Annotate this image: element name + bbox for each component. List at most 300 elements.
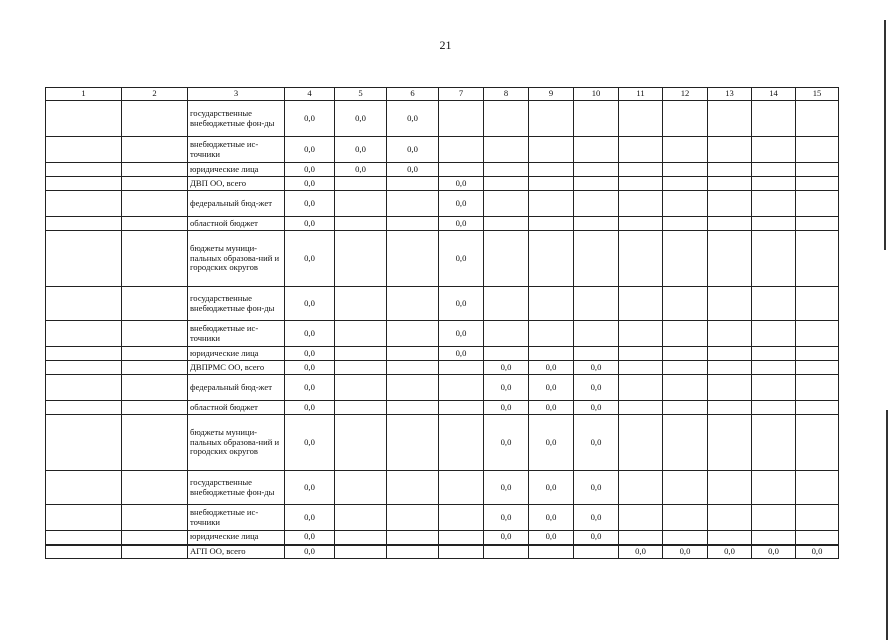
value-cell (708, 361, 752, 375)
value-cell (752, 531, 796, 545)
column-header-4: 4 (285, 88, 335, 101)
value-cell (752, 137, 796, 163)
value-cell: 0,0 (529, 505, 574, 531)
value-cell (796, 163, 839, 177)
value-cell (574, 101, 619, 137)
table-row (46, 163, 839, 177)
table-row (46, 415, 839, 471)
value-cell (335, 401, 387, 415)
value-cell: 0,0 (439, 217, 484, 231)
table-row (46, 401, 839, 415)
value-cell (387, 191, 439, 217)
value-cell: 0,0 (285, 545, 335, 559)
value-cell (796, 177, 839, 191)
value-cell: 0,0 (387, 163, 439, 177)
value-cell (335, 545, 387, 559)
value-cell: 0,0 (529, 401, 574, 415)
value-cell (752, 401, 796, 415)
value-cell: 0,0 (574, 375, 619, 401)
value-cell (796, 287, 839, 321)
value-cell (335, 191, 387, 217)
column-header-10: 10 (574, 88, 619, 101)
value-cell (439, 101, 484, 137)
value-cell (574, 347, 619, 361)
value-cell: 0,0 (574, 505, 619, 531)
value-cell (46, 101, 122, 137)
value-cell (335, 231, 387, 287)
value-cell (796, 101, 839, 137)
value-cell (708, 401, 752, 415)
column-header-8: 8 (484, 88, 529, 101)
value-cell (574, 191, 619, 217)
value-cell (46, 347, 122, 361)
value-cell: 0,0 (285, 191, 335, 217)
value-cell (708, 137, 752, 163)
value-cell: 0,0 (335, 137, 387, 163)
value-cell (708, 321, 752, 347)
value-cell (752, 191, 796, 217)
value-cell: 0,0 (285, 415, 335, 471)
value-cell (122, 505, 188, 531)
value-cell (663, 361, 708, 375)
value-cell (484, 287, 529, 321)
value-cell (574, 321, 619, 347)
column-header-14: 14 (752, 88, 796, 101)
header-row (46, 88, 839, 101)
table-row (46, 137, 839, 163)
column-header-5: 5 (335, 88, 387, 101)
value-cell (663, 347, 708, 361)
value-cell (335, 375, 387, 401)
value-cell (387, 401, 439, 415)
value-cell (484, 321, 529, 347)
value-cell: 0,0 (285, 217, 335, 231)
value-cell (752, 217, 796, 231)
value-cell (484, 347, 529, 361)
row-label-cell: государственные внебюджетные фон-ды (188, 471, 285, 505)
value-cell (122, 545, 188, 559)
column-header-11: 11 (619, 88, 663, 101)
value-cell (752, 163, 796, 177)
value-cell: 0,0 (484, 401, 529, 415)
value-cell: 0,0 (335, 163, 387, 177)
value-cell (439, 401, 484, 415)
value-cell (484, 101, 529, 137)
value-cell (796, 401, 839, 415)
value-cell (796, 361, 839, 375)
value-cell (619, 137, 663, 163)
value-cell (796, 321, 839, 347)
value-cell (439, 531, 484, 545)
row-label-cell: областной бюджет (188, 401, 285, 415)
row-label-cell: юридические лица (188, 531, 285, 545)
value-cell (752, 471, 796, 505)
value-cell (122, 415, 188, 471)
value-cell (796, 217, 839, 231)
value-cell (387, 177, 439, 191)
value-cell (46, 137, 122, 163)
value-cell: 0,0 (439, 231, 484, 287)
value-cell (529, 101, 574, 137)
value-cell (387, 321, 439, 347)
value-cell (387, 505, 439, 531)
value-cell: 0,0 (285, 287, 335, 321)
value-cell (796, 375, 839, 401)
value-cell: 0,0 (529, 471, 574, 505)
row-label-cell: ДВПРМС ОО, всего (188, 361, 285, 375)
row-label-cell: внебюджетные ис-точники (188, 505, 285, 531)
value-cell (619, 101, 663, 137)
table-row (46, 191, 839, 217)
value-cell (796, 231, 839, 287)
value-cell: 0,0 (708, 545, 752, 559)
value-cell (122, 321, 188, 347)
value-cell (387, 217, 439, 231)
value-cell (387, 375, 439, 401)
value-cell: 0,0 (387, 137, 439, 163)
column-header-15: 15 (796, 88, 839, 101)
value-cell (708, 375, 752, 401)
value-cell (663, 415, 708, 471)
column-header-9: 9 (529, 88, 574, 101)
value-cell (529, 545, 574, 559)
value-cell: 0,0 (285, 375, 335, 401)
value-cell (796, 137, 839, 163)
value-cell (122, 137, 188, 163)
value-cell (708, 217, 752, 231)
value-cell (387, 545, 439, 559)
value-cell (529, 217, 574, 231)
value-cell (752, 375, 796, 401)
value-cell (663, 217, 708, 231)
value-cell (663, 137, 708, 163)
value-cell (387, 361, 439, 375)
value-cell (122, 471, 188, 505)
table-row (46, 375, 839, 401)
value-cell (529, 231, 574, 287)
value-cell (46, 321, 122, 347)
row-label-cell: юридические лица (188, 347, 285, 361)
value-cell (574, 137, 619, 163)
value-cell (529, 191, 574, 217)
value-cell: 0,0 (439, 321, 484, 347)
value-cell (122, 375, 188, 401)
value-cell (387, 287, 439, 321)
value-cell: 0,0 (574, 415, 619, 471)
value-cell (122, 177, 188, 191)
table-row (46, 177, 839, 191)
value-cell (484, 137, 529, 163)
value-cell: 0,0 (285, 505, 335, 531)
value-cell (708, 287, 752, 321)
value-cell (796, 191, 839, 217)
row-label-cell: бюджеты муници-пальных образова-ний и городских округов (188, 415, 285, 471)
value-cell (574, 177, 619, 191)
row-label-cell: внебюджетные ис-точники (188, 321, 285, 347)
value-cell: 0,0 (285, 401, 335, 415)
value-cell: 0,0 (439, 191, 484, 217)
row-label-cell: внебюджетные ис-точники (188, 137, 285, 163)
value-cell (708, 347, 752, 361)
value-cell (484, 177, 529, 191)
table-row (46, 101, 839, 137)
value-cell (529, 347, 574, 361)
value-cell (619, 191, 663, 217)
value-cell (752, 101, 796, 137)
value-cell (796, 347, 839, 361)
value-cell (122, 217, 188, 231)
value-cell (335, 505, 387, 531)
value-cell (574, 231, 619, 287)
row-label-cell: государственные внебюджетные фон-ды (188, 287, 285, 321)
value-cell (439, 361, 484, 375)
value-cell: 0,0 (752, 545, 796, 559)
value-cell: 0,0 (529, 531, 574, 545)
value-cell: 0,0 (285, 471, 335, 505)
column-header-3: 3 (188, 88, 285, 101)
value-cell (46, 361, 122, 375)
value-cell: 0,0 (484, 361, 529, 375)
value-cell (335, 217, 387, 231)
value-cell (46, 471, 122, 505)
value-cell (619, 361, 663, 375)
value-cell (529, 177, 574, 191)
value-cell (484, 545, 529, 559)
value-cell (708, 163, 752, 177)
column-header-13: 13 (708, 88, 752, 101)
value-cell (335, 321, 387, 347)
value-cell (619, 347, 663, 361)
table-row (46, 321, 839, 347)
value-cell (46, 401, 122, 415)
row-label-cell: областной бюджет (188, 217, 285, 231)
value-cell (619, 471, 663, 505)
value-cell (796, 531, 839, 545)
value-cell (663, 471, 708, 505)
value-cell (708, 191, 752, 217)
value-cell: 0,0 (574, 401, 619, 415)
table-row (46, 231, 839, 287)
value-cell (122, 101, 188, 137)
value-cell (752, 231, 796, 287)
table-row (46, 471, 839, 505)
value-cell (46, 375, 122, 401)
value-cell (796, 471, 839, 505)
scan-edge-mark (884, 20, 886, 250)
value-cell (46, 287, 122, 321)
value-cell: 0,0 (484, 531, 529, 545)
value-cell (484, 231, 529, 287)
value-cell (122, 231, 188, 287)
value-cell (335, 287, 387, 321)
value-cell (752, 415, 796, 471)
value-cell (752, 361, 796, 375)
value-cell (663, 321, 708, 347)
value-cell: 0,0 (285, 137, 335, 163)
value-cell (387, 415, 439, 471)
row-label-cell: государственные внебюджетные фон-ды (188, 101, 285, 137)
value-cell (439, 137, 484, 163)
value-cell (46, 415, 122, 471)
table-body (46, 101, 839, 559)
value-cell (708, 505, 752, 531)
value-cell: 0,0 (439, 177, 484, 191)
value-cell (619, 287, 663, 321)
value-cell: 0,0 (335, 101, 387, 137)
value-cell (122, 287, 188, 321)
value-cell (484, 191, 529, 217)
value-cell: 0,0 (439, 287, 484, 321)
value-cell (484, 163, 529, 177)
value-cell (439, 163, 484, 177)
value-cell (387, 231, 439, 287)
value-cell (619, 415, 663, 471)
value-cell: 0,0 (285, 531, 335, 545)
value-cell: 0,0 (285, 321, 335, 347)
value-cell (529, 137, 574, 163)
value-cell (46, 505, 122, 531)
value-cell (335, 361, 387, 375)
column-header-12: 12 (663, 88, 708, 101)
value-cell: 0,0 (285, 177, 335, 191)
value-cell (708, 177, 752, 191)
value-cell: 0,0 (285, 231, 335, 287)
value-cell (122, 401, 188, 415)
value-cell: 0,0 (285, 101, 335, 137)
value-cell (619, 375, 663, 401)
page-number: 21 (439, 38, 452, 52)
value-cell (663, 191, 708, 217)
value-cell (574, 163, 619, 177)
column-header-7: 7 (439, 88, 484, 101)
value-cell: 0,0 (484, 471, 529, 505)
value-cell (46, 163, 122, 177)
value-cell: 0,0 (387, 101, 439, 137)
value-cell: 0,0 (529, 375, 574, 401)
value-cell (663, 531, 708, 545)
value-cell (529, 321, 574, 347)
value-cell (439, 471, 484, 505)
value-cell (122, 347, 188, 361)
value-cell (619, 231, 663, 287)
value-cell: 0,0 (663, 545, 708, 559)
value-cell (752, 287, 796, 321)
value-cell: 0,0 (285, 361, 335, 375)
value-cell: 0,0 (285, 163, 335, 177)
value-cell (619, 505, 663, 531)
value-cell (529, 163, 574, 177)
value-cell (663, 401, 708, 415)
table-row (46, 287, 839, 321)
value-cell (122, 163, 188, 177)
value-cell: 0,0 (529, 361, 574, 375)
row-label-cell: юридические лица (188, 163, 285, 177)
value-cell (46, 545, 122, 559)
value-cell (619, 321, 663, 347)
value-cell (752, 347, 796, 361)
value-cell (122, 361, 188, 375)
value-cell (335, 471, 387, 505)
value-cell (335, 347, 387, 361)
value-cell (387, 471, 439, 505)
value-cell (387, 531, 439, 545)
value-cell (752, 505, 796, 531)
value-cell (752, 321, 796, 347)
row-label-cell: федеральный бюд-жет (188, 375, 285, 401)
value-cell (663, 101, 708, 137)
budget-table (45, 87, 839, 559)
value-cell (439, 375, 484, 401)
value-cell: 0,0 (574, 531, 619, 545)
value-cell (46, 531, 122, 545)
value-cell (335, 177, 387, 191)
value-cell (619, 401, 663, 415)
value-cell: 0,0 (619, 545, 663, 559)
value-cell (663, 177, 708, 191)
table-row (46, 217, 839, 231)
value-cell (663, 287, 708, 321)
value-cell: 0,0 (439, 347, 484, 361)
value-cell (663, 231, 708, 287)
value-cell: 0,0 (484, 375, 529, 401)
table-row (46, 347, 839, 361)
value-cell: 0,0 (484, 505, 529, 531)
value-cell: 0,0 (285, 347, 335, 361)
value-cell (46, 231, 122, 287)
value-cell (439, 545, 484, 559)
value-cell: 0,0 (796, 545, 839, 559)
value-cell (439, 505, 484, 531)
value-cell (752, 177, 796, 191)
value-cell (708, 471, 752, 505)
table-row (46, 505, 839, 531)
column-header-6: 6 (387, 88, 439, 101)
value-cell (574, 545, 619, 559)
value-cell: 0,0 (574, 361, 619, 375)
value-cell (46, 177, 122, 191)
row-label-cell: ДВП ОО, всего (188, 177, 285, 191)
value-cell (708, 415, 752, 471)
value-cell (708, 531, 752, 545)
value-cell (663, 375, 708, 401)
table-row (46, 531, 839, 545)
value-cell (796, 505, 839, 531)
value-cell (574, 287, 619, 321)
value-cell (529, 287, 574, 321)
value-cell (663, 163, 708, 177)
value-cell (619, 177, 663, 191)
value-cell (387, 347, 439, 361)
value-cell: 0,0 (529, 415, 574, 471)
value-cell: 0,0 (484, 415, 529, 471)
value-cell (663, 505, 708, 531)
value-cell (619, 163, 663, 177)
value-cell (619, 217, 663, 231)
row-label-cell: бюджеты муници-пальных образова-ний и городских округов (188, 231, 285, 287)
value-cell (574, 217, 619, 231)
column-header-2: 2 (122, 88, 188, 101)
value-cell (335, 531, 387, 545)
value-cell (796, 415, 839, 471)
row-label-cell: федеральный бюд-жет (188, 191, 285, 217)
table-row (46, 361, 839, 375)
value-cell (619, 531, 663, 545)
value-cell (484, 217, 529, 231)
value-cell (46, 191, 122, 217)
value-cell (122, 531, 188, 545)
table-row (46, 545, 839, 559)
value-cell: 0,0 (574, 471, 619, 505)
